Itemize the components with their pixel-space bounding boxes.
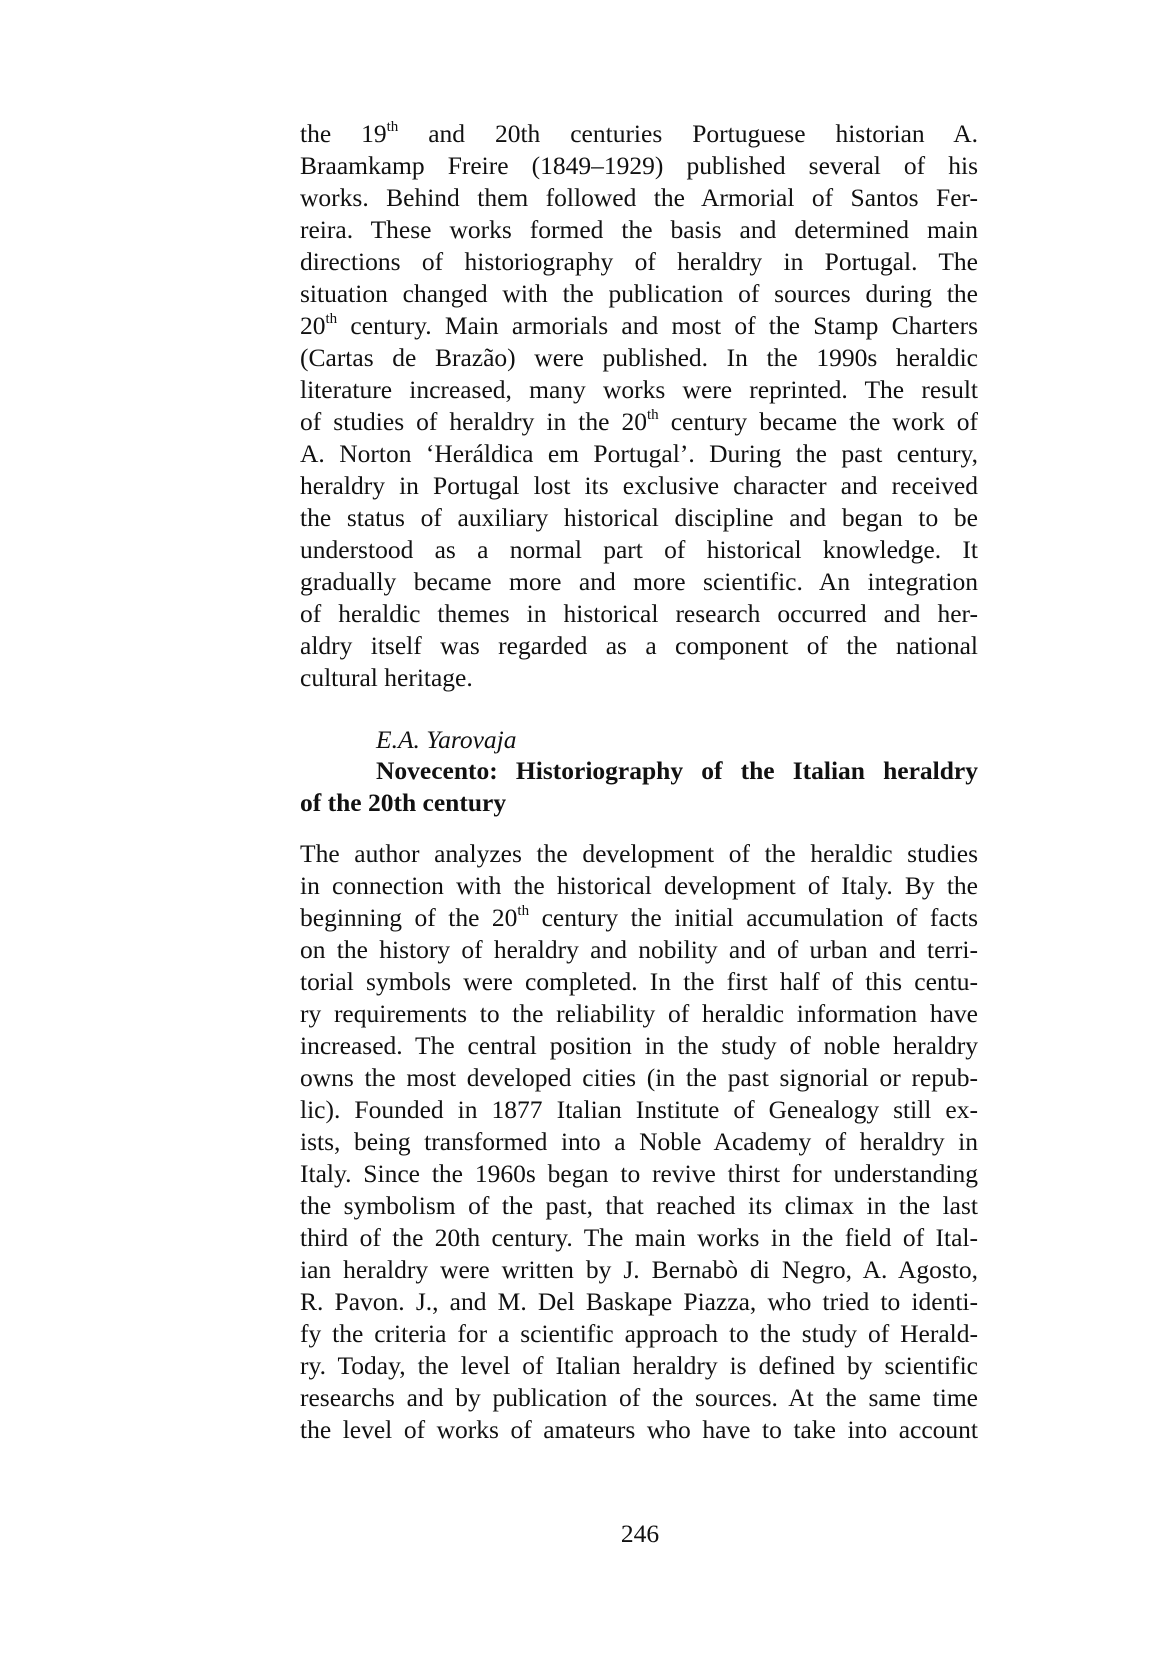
text-run: fy the criteria for a scientific approach to the study of Herald- bbox=[300, 1319, 978, 1348]
text-line bbox=[300, 598, 978, 630]
text-run: lic). Founded in 1877 Italian Institute of Genealogy still ex- bbox=[300, 1095, 978, 1124]
text-run: heraldry in Portugal lost its exclusive character and received bbox=[300, 471, 978, 500]
text-line bbox=[300, 838, 978, 870]
text-run: and 20th centuries Portuguese historian A. bbox=[398, 119, 978, 148]
text-line bbox=[300, 630, 978, 662]
text-run: ry requirements to the reliability of heraldic information have bbox=[300, 999, 978, 1028]
text-run: reira. These works formed the basis and determined main bbox=[300, 215, 978, 244]
text-line bbox=[300, 1254, 978, 1286]
article-abstract-paragraph bbox=[300, 838, 978, 1446]
text-run: R. Pavon. J., and M. Del Baskape Piazza, who tried to identi- bbox=[300, 1287, 978, 1316]
text-run: third of the 20th century. The main works in the field of Ital- bbox=[300, 1223, 978, 1252]
text-line bbox=[300, 1062, 978, 1094]
text-line bbox=[300, 214, 978, 246]
text-line bbox=[300, 1286, 978, 1318]
text-run: the 19 bbox=[300, 119, 387, 148]
text-run: century the initial accumulation of facts bbox=[529, 903, 978, 932]
text-run: A. Norton ‘Heráldica em Portugal’. During the past century, bbox=[300, 439, 978, 468]
text-line bbox=[300, 1382, 978, 1414]
text-run: of studies of heraldry in the 20 bbox=[300, 407, 647, 436]
text-run: (Cartas de Brazão) were published. In the 1990s heraldic bbox=[300, 343, 978, 372]
text-line bbox=[300, 966, 978, 998]
text-run: the level of works of amateurs who have to take into account bbox=[300, 1415, 978, 1444]
text-line bbox=[300, 534, 978, 566]
text-run: understood as a normal part of historical knowledge. It bbox=[300, 535, 978, 564]
text-line bbox=[300, 1126, 978, 1158]
text-run: owns the most developed cities (in the past signorial or repub- bbox=[300, 1063, 978, 1092]
text-line bbox=[300, 934, 978, 966]
text-line bbox=[300, 1318, 978, 1350]
text-line bbox=[300, 1222, 978, 1254]
text-run: directions of historiography of heraldry in Portugal. The bbox=[300, 247, 978, 276]
text-run: ry. Today, the level of Italian heraldry is defined by scientific bbox=[300, 1351, 978, 1380]
text-line bbox=[300, 902, 978, 934]
page-number: 246 bbox=[620, 1519, 660, 1548]
text-run: Braamkamp Freire (1849–1929) published several of his bbox=[300, 151, 978, 180]
text-run: gradually became more and more scientific. An integration bbox=[300, 567, 978, 596]
article-title-line: Novecento: Historiography of the Italian heraldry bbox=[376, 756, 978, 785]
text-run: ists, being transformed into a Noble Academy of heraldry in bbox=[300, 1127, 978, 1156]
text-line bbox=[300, 342, 978, 374]
article-title bbox=[300, 755, 978, 819]
text-run: in connection with the historical development of Italy. By the bbox=[300, 871, 978, 900]
superscript: th bbox=[517, 903, 530, 919]
text-line bbox=[300, 246, 978, 278]
continuation-paragraph bbox=[300, 118, 978, 694]
text-line bbox=[300, 374, 978, 406]
text-line bbox=[300, 502, 978, 534]
text-line bbox=[300, 1030, 978, 1062]
text-line bbox=[300, 998, 978, 1030]
text-line bbox=[300, 438, 978, 470]
text-run: works. Behind them followed the Armorial of Santos Fer- bbox=[300, 183, 978, 212]
text-run: Italy. Since the 1960s began to revive thirst for understanding bbox=[300, 1159, 978, 1188]
text-run: the status of auxiliary historical discipline and began to be bbox=[300, 503, 978, 532]
text-run: The author analyzes the development of the heraldic studies bbox=[300, 839, 978, 868]
text-run: cultural heritage. bbox=[300, 663, 473, 692]
text-line bbox=[300, 470, 978, 502]
text-line bbox=[300, 310, 978, 342]
text-run: century became the work of bbox=[658, 407, 978, 436]
text-line bbox=[300, 1190, 978, 1222]
text-run: situation changed with the publication of sources during the bbox=[300, 279, 978, 308]
text-run: aldry itself was regarded as a component of the national bbox=[300, 631, 978, 660]
superscript: th bbox=[386, 119, 399, 135]
text-line bbox=[300, 150, 978, 182]
text-run: torial symbols were completed. In the first half of this centu- bbox=[300, 967, 978, 996]
text-run: of heraldic themes in historical research occurred and her- bbox=[300, 599, 978, 628]
text-line bbox=[300, 406, 978, 438]
text-line bbox=[300, 1094, 978, 1126]
text-line bbox=[300, 182, 978, 214]
text-line bbox=[300, 278, 978, 310]
text-line bbox=[300, 1158, 978, 1190]
text-line bbox=[300, 870, 978, 902]
text-line bbox=[300, 566, 978, 598]
superscript: th bbox=[647, 407, 659, 423]
text-run: researchs and by publication of the sources. At the same time bbox=[300, 1383, 978, 1412]
text-line bbox=[300, 1350, 978, 1382]
text-run: century. Main armorials and most of the Stamp Charters bbox=[337, 311, 978, 340]
text-line bbox=[300, 1414, 978, 1446]
text-line bbox=[300, 118, 978, 150]
text-run: increased. The central position in the study of noble heraldry bbox=[300, 1031, 978, 1060]
superscript: th bbox=[325, 311, 338, 327]
article-author: E.A. Yarovaja bbox=[376, 725, 517, 754]
text-run: beginning of the 20 bbox=[300, 903, 518, 932]
text-run: literature increased, many works were reprinted. The result bbox=[300, 375, 978, 404]
text-line bbox=[300, 662, 978, 694]
text-run: ian heraldry were written by J. Bernabò di Negro, A. Agosto, bbox=[300, 1255, 978, 1284]
text-run: on the history of heraldry and nobility and of urban and terri- bbox=[300, 935, 978, 964]
article-title-line: of the 20th century bbox=[300, 788, 507, 817]
text-run: 20 bbox=[300, 311, 326, 340]
text-run: the symbolism of the past, that reached its climax in the last bbox=[300, 1191, 978, 1220]
